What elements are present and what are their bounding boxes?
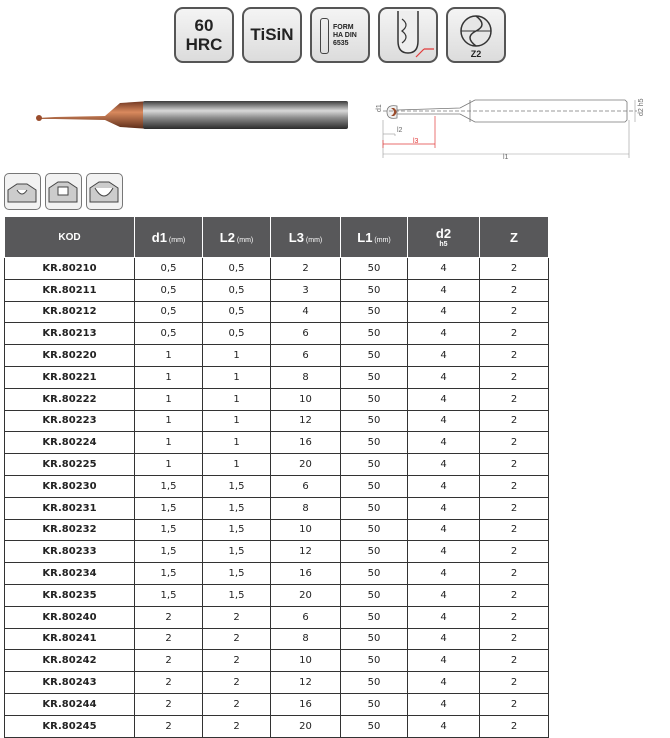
cell-d2: 4: [408, 432, 480, 454]
cell-l1: 50: [341, 279, 408, 301]
cell-l3: 20: [271, 454, 341, 476]
cell-code: KR.80241: [5, 628, 135, 650]
cell-z: 2: [480, 475, 549, 497]
header-d1: d1 (mm): [135, 217, 203, 258]
shank-form-text: [333, 24, 357, 48]
cell-d2: 4: [408, 563, 480, 585]
shank-icon: [320, 18, 329, 54]
copy-milling-icon: [86, 173, 123, 210]
cell-d1: 0,5: [135, 323, 203, 345]
table-row: [5, 584, 549, 606]
cell-z: 2: [480, 301, 549, 323]
cell-l1: 50: [341, 345, 408, 367]
cell-d2: 4: [408, 410, 480, 432]
flutes-badge: [446, 7, 506, 63]
cell-l3: 2: [271, 258, 341, 280]
cell-d2: 4: [408, 715, 480, 737]
table-row: [5, 475, 549, 497]
cell-d2: 4: [408, 366, 480, 388]
cell-d1: 1: [135, 366, 203, 388]
table-row: [5, 628, 549, 650]
cell-l3: 6: [271, 606, 341, 628]
cell-l2: 1: [203, 345, 271, 367]
cell-code: KR.80232: [5, 519, 135, 541]
cell-l2: 2: [203, 606, 271, 628]
cell-d1: 2: [135, 715, 203, 737]
cell-l3: 6: [271, 323, 341, 345]
cell-l1: 50: [341, 606, 408, 628]
form-line-1: FORM: [333, 24, 354, 31]
cell-code: KR.80212: [5, 301, 135, 323]
header-kod: KOD: [5, 217, 135, 258]
cell-d1: 1: [135, 432, 203, 454]
cell-d2: 4: [408, 345, 480, 367]
cell-l3: 16: [271, 563, 341, 585]
cell-d2: 4: [408, 584, 480, 606]
cell-d2: 4: [408, 454, 480, 476]
cell-l1: 50: [341, 323, 408, 345]
table-row: [5, 388, 549, 410]
cell-l3: 8: [271, 366, 341, 388]
d2-label: d2 h5: [638, 98, 645, 116]
hardness-unit: HRC: [185, 35, 223, 54]
cell-l3: 3: [271, 279, 341, 301]
cell-code: KR.80231: [5, 497, 135, 519]
cell-d2: 4: [408, 693, 480, 715]
product-table: [4, 216, 549, 738]
cell-l2: 1,5: [203, 541, 271, 563]
operation-icons: [4, 173, 123, 210]
cell-l2: 2: [203, 715, 271, 737]
cell-z: 2: [480, 584, 549, 606]
table-row: [5, 715, 549, 737]
l2-label: l2: [397, 127, 403, 134]
cell-z: 2: [480, 258, 549, 280]
flutes-label: Z2: [470, 49, 482, 59]
header-l3: L3 (mm): [271, 217, 341, 258]
header-d2: d2 h5: [408, 217, 480, 258]
cell-l2: 1: [203, 454, 271, 476]
cell-d1: 1: [135, 388, 203, 410]
table-row: [5, 279, 549, 301]
cell-l2: 1,5: [203, 475, 271, 497]
cell-l3: 16: [271, 693, 341, 715]
cell-l3: 8: [271, 497, 341, 519]
table-body: [5, 258, 549, 738]
cell-d2: 4: [408, 606, 480, 628]
cell-d2: 4: [408, 301, 480, 323]
cell-d2: 4: [408, 519, 480, 541]
cell-l1: 50: [341, 672, 408, 694]
cell-z: 2: [480, 432, 549, 454]
cell-l2: 1,5: [203, 497, 271, 519]
cell-l2: 1,5: [203, 519, 271, 541]
header-z: Z: [480, 217, 549, 258]
cell-d2: 4: [408, 475, 480, 497]
table-row: [5, 541, 549, 563]
ball-nose-badge: [378, 7, 438, 63]
form-line-2: HA DIN: [333, 32, 357, 39]
cell-l1: 50: [341, 584, 408, 606]
cell-z: 2: [480, 563, 549, 585]
cell-l3: 12: [271, 410, 341, 432]
cell-z: 2: [480, 672, 549, 694]
cell-code: KR.80243: [5, 672, 135, 694]
cell-z: 2: [480, 345, 549, 367]
cell-code: KR.80235: [5, 584, 135, 606]
cell-z: 2: [480, 541, 549, 563]
cell-l1: 50: [341, 650, 408, 672]
cell-z: 2: [480, 388, 549, 410]
cell-d2: 4: [408, 279, 480, 301]
slotting-icon: [4, 173, 41, 210]
cell-d2: 4: [408, 650, 480, 672]
table-row: [5, 432, 549, 454]
cell-l2: 2: [203, 650, 271, 672]
table-row: [5, 258, 549, 280]
cell-code: KR.80245: [5, 715, 135, 737]
table-row: [5, 323, 549, 345]
cell-z: 2: [480, 628, 549, 650]
cell-l1: 50: [341, 497, 408, 519]
table-row: [5, 301, 549, 323]
cell-z: 2: [480, 410, 549, 432]
cell-code: KR.80244: [5, 693, 135, 715]
hardness-value: 60: [194, 16, 214, 35]
cell-l1: 50: [341, 454, 408, 476]
cell-d2: 4: [408, 628, 480, 650]
cell-code: KR.80220: [5, 345, 135, 367]
cell-l1: 50: [341, 541, 408, 563]
cell-l1: 50: [341, 519, 408, 541]
cell-l2: 1: [203, 366, 271, 388]
cell-z: 2: [480, 323, 549, 345]
shank-form-badge: [310, 7, 370, 63]
header-l1: L1 (mm): [341, 217, 408, 258]
property-badges: [174, 7, 506, 63]
cell-l3: 12: [271, 672, 341, 694]
cell-d2: 4: [408, 672, 480, 694]
cell-l3: 20: [271, 715, 341, 737]
cell-l2: 0,5: [203, 279, 271, 301]
technical-drawing: [375, 96, 650, 166]
ball-nose-icon: [380, 9, 436, 61]
cell-d1: 1,5: [135, 475, 203, 497]
l1-label: l1: [503, 154, 509, 161]
cell-l2: 2: [203, 693, 271, 715]
cell-d1: 1: [135, 345, 203, 367]
cell-z: 2: [480, 366, 549, 388]
cell-z: 2: [480, 650, 549, 672]
cell-d2: 4: [408, 323, 480, 345]
cell-l2: 1: [203, 432, 271, 454]
cell-l2: 1,5: [203, 563, 271, 585]
cell-d1: 2: [135, 650, 203, 672]
end-mill-photo: [35, 98, 350, 132]
table-row: [5, 454, 549, 476]
cell-l1: 50: [341, 366, 408, 388]
cell-d1: 1,5: [135, 584, 203, 606]
cell-d1: 1,5: [135, 519, 203, 541]
cell-z: 2: [480, 519, 549, 541]
cell-code: KR.80225: [5, 454, 135, 476]
cell-l3: 4: [271, 301, 341, 323]
cell-d2: 4: [408, 541, 480, 563]
cell-code: KR.80222: [5, 388, 135, 410]
cell-l2: 2: [203, 672, 271, 694]
d1-label: d1: [376, 104, 383, 112]
cell-d1: 1,5: [135, 497, 203, 519]
form-line-3: 6535: [333, 40, 349, 47]
cell-z: 2: [480, 454, 549, 476]
cell-d1: 1,5: [135, 563, 203, 585]
cell-l3: 6: [271, 475, 341, 497]
cell-l1: 50: [341, 693, 408, 715]
cell-d1: 1,5: [135, 541, 203, 563]
table-row: [5, 410, 549, 432]
cell-code: KR.80223: [5, 410, 135, 432]
cell-l3: 20: [271, 584, 341, 606]
cell-code: KR.80224: [5, 432, 135, 454]
cell-l1: 50: [341, 258, 408, 280]
cell-l2: 1: [203, 410, 271, 432]
cell-l1: 50: [341, 475, 408, 497]
table-row: [5, 497, 549, 519]
cell-d1: 2: [135, 628, 203, 650]
cell-l1: 50: [341, 563, 408, 585]
cell-l3: 8: [271, 628, 341, 650]
cell-l3: 10: [271, 650, 341, 672]
cell-code: KR.80211: [5, 279, 135, 301]
cell-d1: 1: [135, 410, 203, 432]
cell-code: KR.80233: [5, 541, 135, 563]
cell-l3: 10: [271, 519, 341, 541]
cell-z: 2: [480, 715, 549, 737]
cell-d1: 2: [135, 693, 203, 715]
hardness-badge: [174, 7, 234, 63]
cell-code: KR.80242: [5, 650, 135, 672]
cell-code: KR.80213: [5, 323, 135, 345]
cell-d1: 2: [135, 606, 203, 628]
cell-l2: 1: [203, 388, 271, 410]
cell-l2: 0,5: [203, 258, 271, 280]
table-row: [5, 519, 549, 541]
cell-code: KR.80221: [5, 366, 135, 388]
cell-d2: 4: [408, 497, 480, 519]
cell-d1: 0,5: [135, 258, 203, 280]
cell-z: 2: [480, 606, 549, 628]
cell-code: KR.80234: [5, 563, 135, 585]
cell-d1: 2: [135, 672, 203, 694]
cell-l1: 50: [341, 388, 408, 410]
table-row: [5, 366, 549, 388]
table-row: [5, 693, 549, 715]
cell-l2: 0,5: [203, 301, 271, 323]
cell-d1: 0,5: [135, 279, 203, 301]
table-row: [5, 672, 549, 694]
header-l2: L2 (mm): [203, 217, 271, 258]
cell-d1: 0,5: [135, 301, 203, 323]
cell-l2: 1,5: [203, 584, 271, 606]
cell-l3: 12: [271, 541, 341, 563]
cell-l1: 50: [341, 301, 408, 323]
cell-d1: 1: [135, 454, 203, 476]
table-row: [5, 606, 549, 628]
cell-z: 2: [480, 279, 549, 301]
cell-l2: 0,5: [203, 323, 271, 345]
cell-code: KR.80240: [5, 606, 135, 628]
cell-l1: 50: [341, 432, 408, 454]
coating-badge: [242, 7, 302, 63]
cell-code: KR.80210: [5, 258, 135, 280]
cell-d2: 4: [408, 388, 480, 410]
cell-l1: 50: [341, 628, 408, 650]
cell-l2: 2: [203, 628, 271, 650]
cell-l3: 16: [271, 432, 341, 454]
cell-z: 2: [480, 497, 549, 519]
table-row: [5, 650, 549, 672]
table-row: [5, 345, 549, 367]
cell-z: 2: [480, 693, 549, 715]
table-row: [5, 563, 549, 585]
table-header-row: [5, 217, 549, 258]
profiling-icon: [45, 173, 82, 210]
cell-l3: 6: [271, 345, 341, 367]
cell-l3: 10: [271, 388, 341, 410]
cell-d2: 4: [408, 258, 480, 280]
cell-code: KR.80230: [5, 475, 135, 497]
coating-label: TiSiN: [250, 25, 294, 44]
cell-l1: 50: [341, 715, 408, 737]
l3-label: l3: [413, 138, 419, 145]
cell-l1: 50: [341, 410, 408, 432]
